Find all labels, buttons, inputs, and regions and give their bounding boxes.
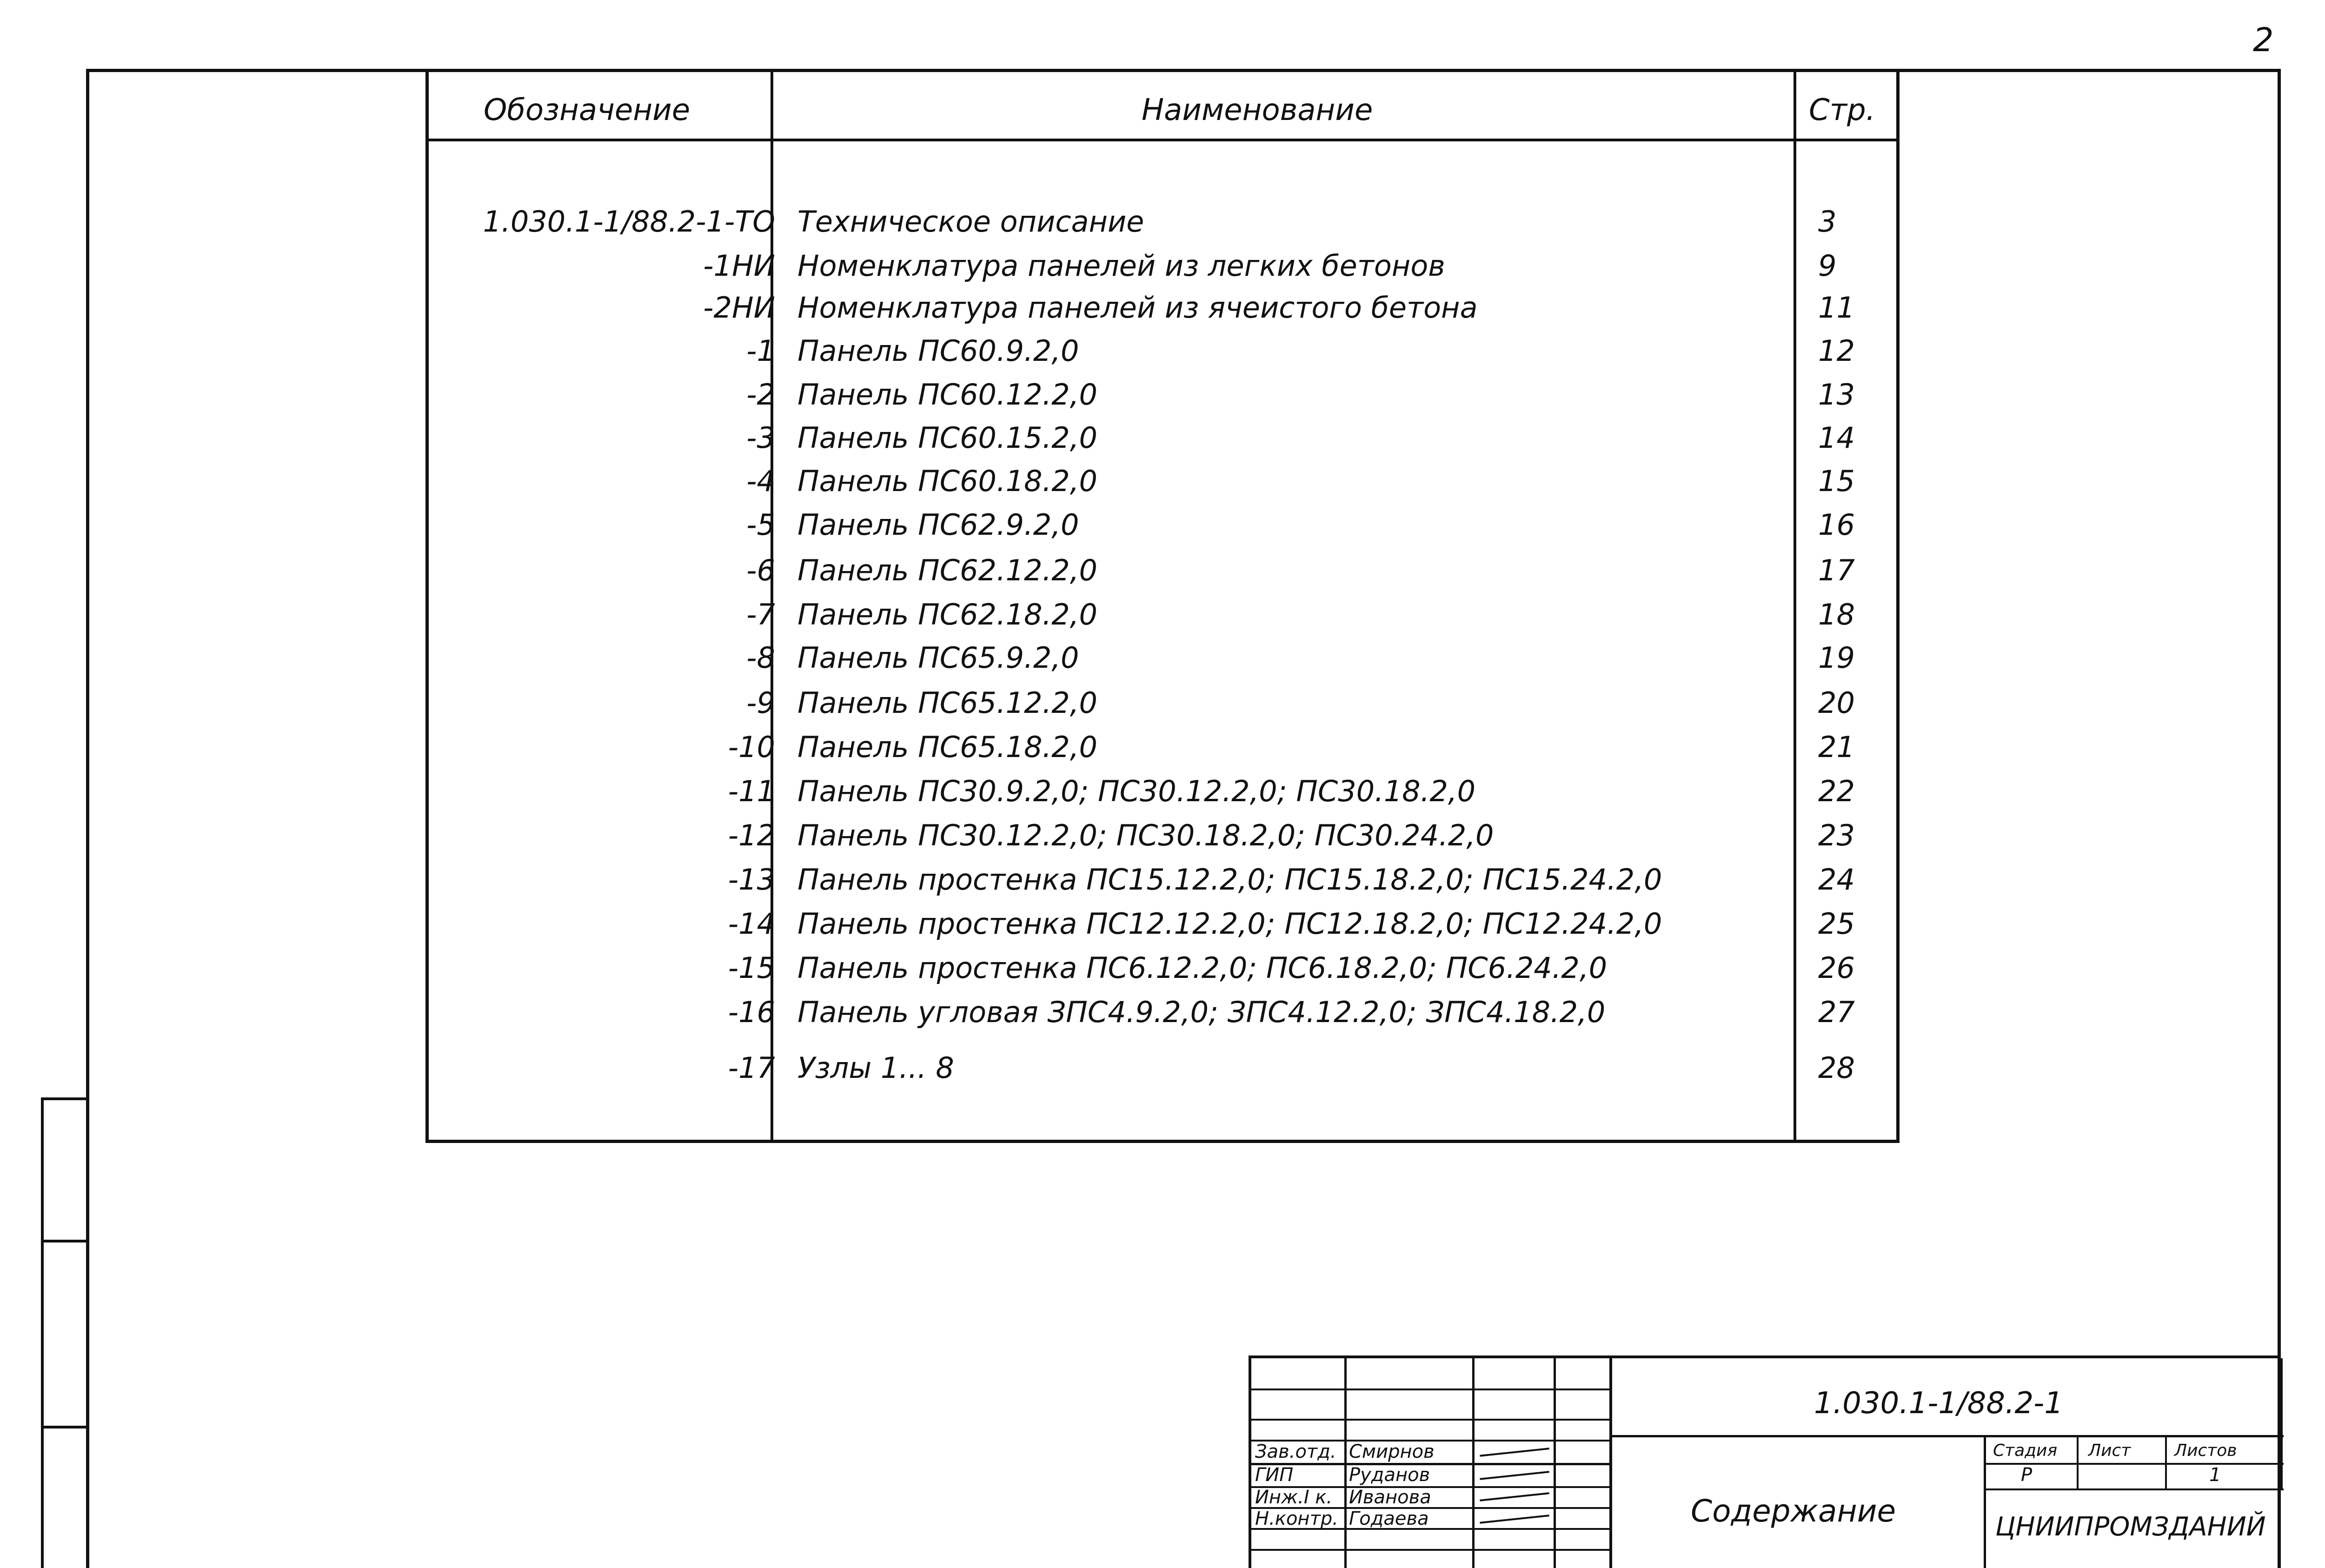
toc-page: 23 bbox=[1818, 818, 1855, 852]
grid-line bbox=[2280, 1358, 2283, 1488]
toc-name: Номенклатура панелей из легких бетонов bbox=[797, 249, 1445, 283]
sheets-header: Листов bbox=[2174, 1441, 2237, 1460]
staff-role: Зав.отд. bbox=[1255, 1441, 1336, 1462]
toc-page: 21 bbox=[1818, 730, 1855, 764]
binding-divider bbox=[44, 1240, 87, 1242]
sheet-value: 1 bbox=[2209, 1464, 2221, 1486]
toc-name: Панель ПС65.18.2,0 bbox=[797, 730, 1097, 764]
header-name: Наименование bbox=[1142, 93, 1373, 127]
toc-page: 20 bbox=[1818, 686, 1855, 720]
toc-row bbox=[0, 907, 2325, 951]
toc-page: 22 bbox=[1818, 774, 1855, 808]
toc-code: -2НИ bbox=[703, 291, 775, 325]
toc-name: Номенклатура панелей из ячеистого бетона bbox=[797, 291, 1478, 325]
toc-name: Панель ПС62.9.2,0 bbox=[797, 508, 1079, 542]
binding-margin bbox=[41, 1097, 87, 1568]
binding-divider bbox=[44, 1426, 87, 1428]
toc-row bbox=[0, 951, 2325, 996]
toc-code: -2 bbox=[746, 378, 775, 412]
toc-page: 26 bbox=[1818, 951, 1855, 985]
toc-name: Панель угловая ЗПС4.9.2,0; ЗПС4.12.2,0; ЗПС4.18.2,0 bbox=[797, 995, 1606, 1029]
toc-page: 24 bbox=[1818, 863, 1855, 897]
toc-code: -7 bbox=[746, 598, 775, 631]
toc-row bbox=[0, 995, 2325, 1040]
toc-code: -15 bbox=[728, 951, 775, 985]
toc-page: 14 bbox=[1818, 421, 1855, 455]
header-page: Стр. bbox=[1809, 93, 1875, 127]
toc-name: Панель ПС65.9.2,0 bbox=[797, 641, 1079, 675]
toc-row bbox=[0, 598, 2325, 642]
staff-name: Годаева bbox=[1349, 1508, 1429, 1529]
toc-page: 25 bbox=[1818, 907, 1855, 941]
toc-code: -13 bbox=[728, 863, 775, 897]
toc-code: -16 bbox=[728, 995, 775, 1029]
toc-page: 16 bbox=[1818, 508, 1855, 542]
toc-page: 15 bbox=[1818, 464, 1855, 498]
grid-line bbox=[2077, 1437, 2079, 1489]
toc-code: -3 bbox=[746, 421, 775, 455]
toc-code: -11 bbox=[728, 774, 775, 808]
toc-code: -5 bbox=[746, 508, 775, 542]
toc-row bbox=[0, 291, 2325, 335]
grid-line bbox=[1609, 1435, 2284, 1437]
toc-row bbox=[0, 378, 2325, 422]
grid-line bbox=[1251, 1549, 1609, 1551]
toc-row bbox=[0, 730, 2325, 775]
toc-name: Панель ПС60.9.2,0 bbox=[797, 334, 1079, 368]
toc-page: 11 bbox=[1818, 291, 1855, 325]
toc-row bbox=[0, 334, 2325, 379]
staff-role: Н.контр. bbox=[1255, 1508, 1338, 1529]
staff-name: Иванова bbox=[1349, 1487, 1431, 1508]
toc-name: Панель ПС60.12.2,0 bbox=[797, 378, 1097, 412]
toc-code: -1НИ bbox=[703, 249, 775, 283]
toc-code: -17 bbox=[728, 1051, 775, 1085]
header-divider bbox=[429, 139, 1896, 141]
toc-row bbox=[0, 1051, 2325, 1096]
toc-name: Техническое описание bbox=[797, 205, 1144, 239]
staff-role: ГИП bbox=[1255, 1464, 1294, 1486]
toc-row bbox=[0, 249, 2325, 293]
toc-code: -6 bbox=[746, 553, 775, 587]
toc-name: Панель ПС62.18.2,0 bbox=[797, 598, 1097, 631]
grid-line bbox=[1251, 1419, 1609, 1421]
stage-header: Стадия bbox=[1993, 1441, 2058, 1460]
toc-name: Панель ПС30.12.2,0; ПС30.18.2,0; ПС30.24.2,0 bbox=[797, 818, 1494, 852]
toc-name: Панель простенка ПС12.12.2,0; ПС12.18.2,0; ПС12.24.2,0 bbox=[797, 907, 1662, 941]
toc-row bbox=[0, 205, 2325, 249]
grid-line bbox=[1251, 1463, 1609, 1465]
document-code: 1.030.1-1/88.2-1 bbox=[1814, 1386, 2063, 1421]
toc-page: 3 bbox=[1818, 205, 1837, 239]
staff-name: Руданов bbox=[1349, 1464, 1430, 1486]
staff-role: Инж.I к. bbox=[1255, 1487, 1333, 1508]
grid-line bbox=[1251, 1389, 1609, 1390]
toc-code: -9 bbox=[746, 686, 775, 720]
toc-code: -10 bbox=[728, 730, 775, 764]
header-designation: Обозначение bbox=[484, 93, 691, 127]
sheet-title: Содержание bbox=[1691, 1493, 1896, 1529]
toc-name: Панель ПС30.9.2,0; ПС30.12.2,0; ПС30.18.2,0 bbox=[797, 774, 1476, 808]
toc-name: Панель простенка ПС6.12.2,0; ПС6.18.2,0; ПС6.24.2,0 bbox=[797, 951, 1608, 985]
toc-name: Панель ПС62.12.2,0 bbox=[797, 553, 1097, 587]
toc-row bbox=[0, 508, 2325, 552]
toc-name: Панель ПС60.18.2,0 bbox=[797, 464, 1097, 498]
toc-page: 12 bbox=[1818, 334, 1855, 368]
toc-row bbox=[0, 774, 2325, 819]
toc-page: 27 bbox=[1818, 995, 1855, 1029]
toc-page: 13 bbox=[1818, 378, 1855, 412]
toc-page: 19 bbox=[1818, 641, 1855, 675]
toc-code: -14 bbox=[728, 907, 775, 941]
toc-row bbox=[0, 553, 2325, 598]
staff-name: Смирнов bbox=[1349, 1441, 1435, 1462]
toc-row bbox=[0, 818, 2325, 863]
toc-code: -8 bbox=[746, 641, 775, 675]
page-number: 2 bbox=[2253, 21, 2274, 59]
toc-name: Панель ПС60.15.2,0 bbox=[797, 421, 1097, 455]
toc-name: Панель простенка ПС15.12.2,0; ПС15.18.2,0; ПС15.24.2,0 bbox=[797, 863, 1662, 897]
organization: ЦНИИПРОМЗДАНИЙ bbox=[1995, 1512, 2266, 1542]
grid-line bbox=[1986, 1488, 2284, 1490]
toc-page: 17 bbox=[1818, 553, 1855, 587]
toc-row bbox=[0, 686, 2325, 731]
toc-name: Панель ПС65.12.2,0 bbox=[797, 686, 1097, 720]
toc-row bbox=[0, 421, 2325, 465]
sheet-header: Лист bbox=[2088, 1441, 2131, 1460]
toc-page: 18 bbox=[1818, 598, 1855, 631]
toc-row bbox=[0, 641, 2325, 685]
grid-line bbox=[1609, 1358, 1612, 1568]
grid-line bbox=[1984, 1435, 1986, 1568]
toc-row bbox=[0, 464, 2325, 509]
toc-row bbox=[0, 863, 2325, 907]
toc-page: 28 bbox=[1818, 1051, 1855, 1085]
toc-code: -12 bbox=[728, 818, 775, 852]
toc-code: -1 bbox=[746, 334, 775, 368]
toc-code: 1.030.1-1/88.2-1-ТО bbox=[483, 205, 775, 239]
toc-page: 9 bbox=[1818, 249, 1837, 283]
toc-name: Узлы 1... 8 bbox=[797, 1051, 954, 1085]
toc-code: -4 bbox=[746, 464, 775, 498]
stage-value: Р bbox=[2021, 1464, 2033, 1486]
grid-line bbox=[2165, 1437, 2167, 1489]
title-block bbox=[1249, 1355, 2281, 1568]
